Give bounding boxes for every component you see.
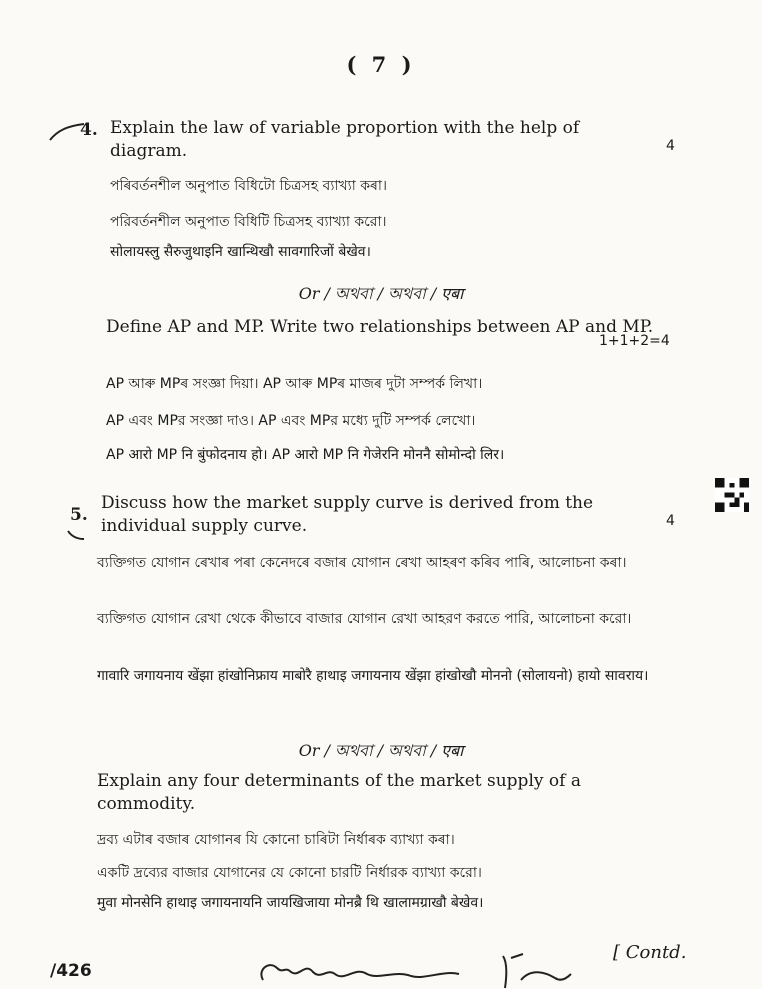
alt-translation-assamese: AP আৰু MPৰ সংজ্ঞা দিয়া। AP আৰু MPৰ মাজৰ দুটা সম্পৰ্ক লিখা। — [106, 376, 483, 392]
or-label-bodo: एबा — [441, 284, 464, 303]
or-label: Or — [298, 741, 320, 760]
question-number: 4. — [80, 120, 98, 140]
translation-bodo: सोलायस्लु सैरुजुथाइनि खान्थिखौ सावगारिजों बेखेव। — [110, 244, 371, 260]
or-label: Or — [298, 284, 320, 303]
question-text: Discuss how the market supply curve is derived from the individual supply curve. — [101, 493, 594, 536]
qr-code-icon — [715, 478, 749, 512]
or-label-bodo: एबा — [441, 741, 464, 760]
or-label-assamese: অথবা — [334, 741, 373, 760]
alt-translation-bodo: AP आरो MP नि बुंफोदनाय हो। AP आरो MP नि गेजेरनि मोननै सोमोन्दो लिर। — [106, 447, 505, 463]
alt-translation-bodo: मुवा मोनसेनि हाथाइ जगायनायनि जायखिजाया मोनब्रै थि खालामग्राखौ बेखेव। — [97, 895, 484, 911]
alternate-question-text: Explain any four determinants of the market supply of a commodity. — [97, 771, 581, 814]
translation-bengali: পরিবর্তনশীল অনুপাত বিধিটি চিত্রসহ ব্যাখ্যা করো। — [110, 214, 387, 230]
or-label-bengali: অথবা — [388, 741, 426, 760]
alternate-question-text: Define AP and MP. Write two relationships between AP and MP. — [106, 317, 654, 337]
question-marks: 4 — [666, 513, 675, 529]
signature-icon — [255, 948, 575, 989]
question-number: 5. — [70, 505, 88, 525]
translation-assamese: পৰিবৰ্তনশীল অনুপাত বিধিটো চিত্ৰসহ ব্যাখ্যা কৰা। — [110, 178, 387, 194]
translation-bengali: ব্যক্তিগত যোগান রেখা থেকে কীভাবে বাজার যোগান রেখা আহরণ করতে পারি, আলোচনা করো। — [97, 611, 632, 627]
question-text: Explain the law of variable proportion with the help of diagram. — [110, 118, 580, 161]
pen-mark-icon — [66, 527, 86, 541]
alt-translation-bengali: একটি দ্রব্যের বাজার যোগানের যে কোনো চারটি নির্ধারক ব্যাখ্যা করো। — [97, 865, 482, 881]
or-separator: Or / অথবা / অথবা / एबा — [298, 284, 464, 303]
or-label-assamese: অথবা — [334, 284, 373, 303]
alt-translation-assamese: দ্ৰব্য এটাৰ বজাৰ যোগানৰ যি কোনো চাৰিটা নিৰ্ধাৰক ব্যাখ্যা কৰা। — [97, 832, 455, 848]
alternate-question-marks: 1+1+2=4 — [599, 333, 670, 349]
question-marks: 4 — [666, 138, 675, 154]
page-number: ( 7 ) — [346, 52, 416, 77]
translation-assamese: ব্যক্তিগত যোগান ৰেখাৰ পৰা কেনেদৰে বজাৰ যোগান ৰেখা আহৰণ কৰিব পাৰি, আলোচনা কৰা। — [97, 555, 627, 571]
or-separator: Or / অথবা / অথবা / एबा — [298, 741, 464, 760]
or-label-bengali: অথবা — [388, 284, 426, 303]
continued-label: [ Contd. — [613, 942, 687, 963]
translation-bodo: गावारि जगायनाय खेंझा हांखोनिफ्राय माबोरै हाथाइ जगायनाय खेंझा हांखोखौ मोननो (सोलायनो) हायो सावराय। — [97, 668, 649, 684]
alt-translation-bengali: AP এবং MPর সংজ্ঞা দাও। AP এবং MPর মধ্যে দুটি সম্পর্ক লেখো। — [106, 413, 476, 429]
paper-code: /426 — [50, 961, 92, 981]
